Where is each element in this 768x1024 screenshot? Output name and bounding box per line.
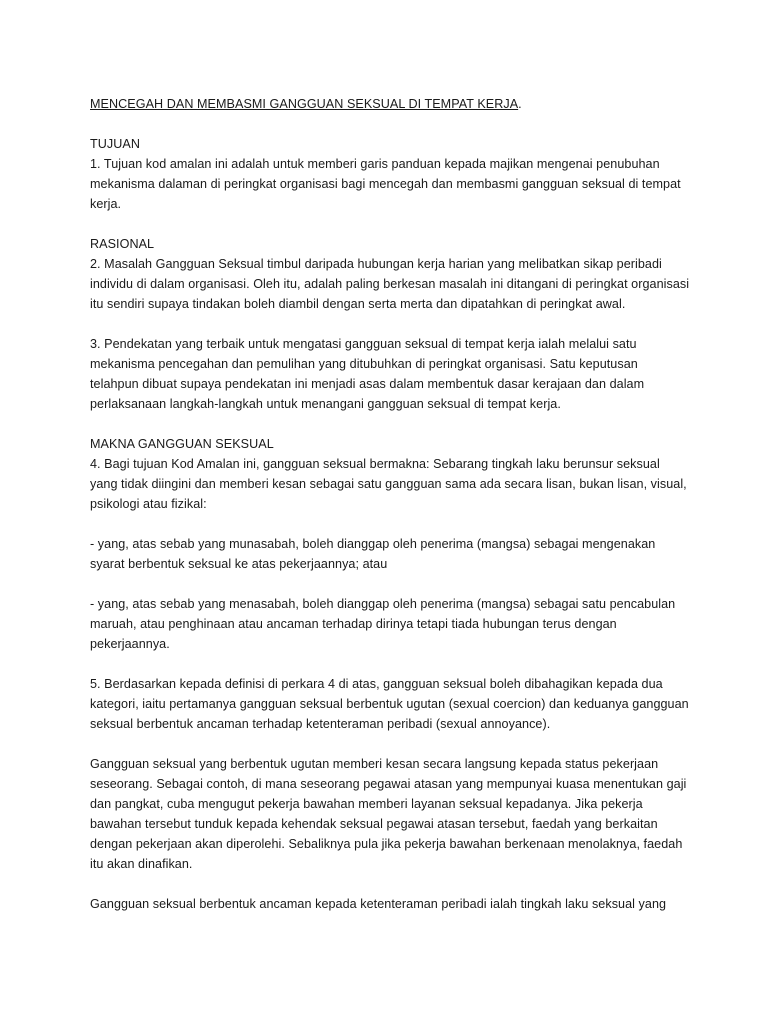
- paragraph-1: 1. Tujuan kod amalan ini adalah untuk memberi garis panduan kepada majikan mengenai penubuhan mekanisma dalaman di peringkat organisasi bagi mencegah dan membasmi gangguan seksual di tempat kerja.: [90, 157, 681, 211]
- document-title: [90, 94, 690, 114]
- heading-tujuan: TUJUAN: [90, 137, 140, 151]
- paragraph-5: 5. Berdasarkan kepada definisi di perkara 4 di atas, gangguan seksual boleh dibahagikan kepada dua kategori, iaitu pertamanya gangguan seksual berbentuk ugutan (sexual coercion) dan keduanya gangguan seksual berbentuk ancaman terhadap ketenteraman peribadi (sexual annoyance).: [90, 677, 689, 731]
- heading-makna: MAKNA GANGGUAN SEKSUAL: [90, 437, 274, 451]
- paragraph-7: Gangguan seksual berbentuk ancaman kepada ketenteraman peribadi ialah tingkah laku seksual yang: [90, 897, 667, 911]
- bullet-item-2: - yang, atas sebab yang menasabah, boleh dianggap oleh penerima (mangsa) sebagai satu pencabulan maruah, atau penghinaan atau ancaman terhadap dirinya tetapi tiada hubungan terus dengan pekerjaannya.: [90, 597, 676, 651]
- paragraph-2: 2. Masalah Gangguan Seksual timbul daripada hubungan kerja harian yang melibatkan sikap peribadi individu di dalam organisasi. Oleh itu, adalah paling berkesan masalah ini ditangani di peringkat organisasi itu sendiri supaya tindakan boleh diambil dengan serta merta dan dipatahkan di peringkat awal.: [90, 257, 690, 311]
- paragraph-4: 4. Bagi tujuan Kod Amalan ini, gangguan seksual bermakna: Sebarang tingkah laku berunsur seksual yang tidak diingini dan memberi kesan sebagai satu gangguan sama ada secara lisan, bukan lisan, visual, psikologi atau fizikal:: [90, 457, 687, 511]
- document-title-period: .: [518, 97, 522, 111]
- paragraph-6: Gangguan seksual yang berbentuk ugutan memberi kesan secara langsung kepada status pekerjaan seseorang. Sebagai contoh, di mana seseorang pegawai atasan yang mempunyai kuasa menentukan gaji dan pangkat, cuba mengugut pekerja bawahan memberi layanan seksual kepadanya. Jika pekerja bawahan tersebut tunduk kepada kehendak seksual pegawai atasan tersebut, faedah yang berkaitan dengan pekerjaan akan diperolehi. Sebaliknya pula jika pekerja bawahan berkenaan menolaknya, faedah itu akan dinafikan.: [90, 757, 687, 871]
- bullet-item-1: - yang, atas sebab yang munasabah, boleh dianggap oleh penerima (mangsa) sebagai mengenakan syarat berbentuk seksual ke atas pekerjaannya; atau: [90, 537, 656, 571]
- document-body: [90, 94, 690, 914]
- paragraph-3: 3. Pendekatan yang terbaik untuk mengatasi gangguan seksual di tempat kerja ialah melalui satu mekanisma pencegahan dan pemulihan yang ditubuhkan di peringkat organisasi. Satu keputusan telahpun dibuat supaya pendekatan ini menjadi asas dalam membentuk dasar kerajaan dan dalam perlaksanaan langkah-langkah untuk menangani gangguan seksual di tempat kerja.: [90, 337, 645, 411]
- heading-rasional: RASIONAL: [90, 237, 155, 251]
- document-title-text: MENCEGAH DAN MEMBASMI GANGGUAN SEKSUAL DI TEMPAT KERJA: [90, 97, 519, 111]
